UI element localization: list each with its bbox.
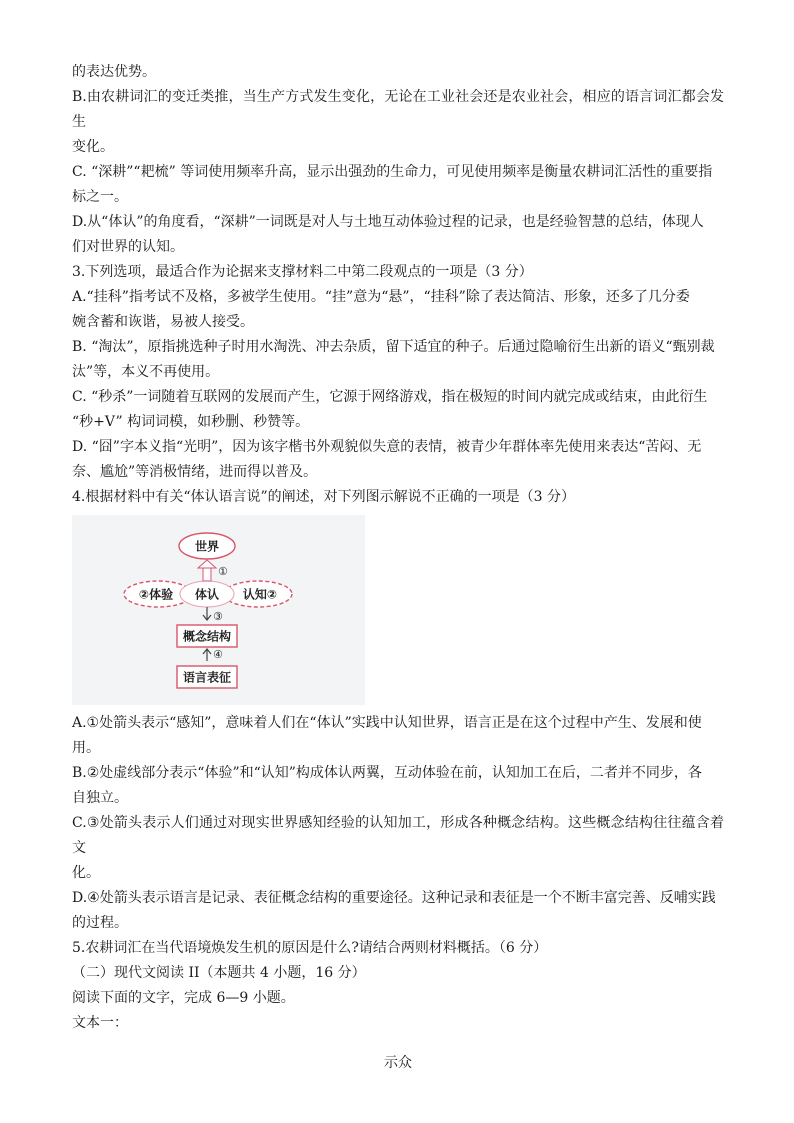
q4-option-d: D.④处箭头表示语言是记录、表征概念结构的重要途径。这种记录和表征是一个不断丰富完善、反哺实践 <box>72 890 716 906</box>
tiyan-label: ②体验 <box>138 587 174 602</box>
text-line: 标之一。 <box>72 189 128 205</box>
language-label: 语言表征 <box>182 670 232 685</box>
diagram-svg <box>72 515 365 705</box>
text-line: 的表达优势。 <box>72 64 156 80</box>
text-line: 们对世界的认知。 <box>72 239 184 255</box>
document-page <box>72 60 724 1076</box>
q3-option-d: D. “囧”字本义指“光明”，因为该字楷书外观貌似失意的表情，被青少年群体率先使用来表达“苦闷、无 <box>72 439 702 455</box>
question-5: 5.农耕词汇在当代语境焕发生机的原因是什么?请结合两则材料概括。（6 分） <box>72 940 548 956</box>
text-line: 化。 <box>72 865 100 881</box>
q4-option-b: B.②处虚线部分表示“体验”和“认知”构成体认两翼，互动体验在前，认知加工在后，二者并不同步，各 <box>72 765 702 781</box>
text-line: 自独立。 <box>72 790 128 806</box>
text-line: 的过程。 <box>72 915 128 931</box>
instruction-line: 阅读下面的文字，完成 6—9 小题。 <box>72 990 295 1006</box>
text-line: 汰”等，本义不再使用。 <box>72 364 220 380</box>
text-line: 用。 <box>72 740 100 756</box>
option-c-line: C. “深耕”“耙梳” 等词使用频率升高，显示出强劲的生命力，可见使用频率是衡量农耕词汇活性的重要指 <box>72 164 713 180</box>
text-line: 奈、尴尬”等消极情绪，进而得以普及。 <box>72 464 318 480</box>
q3-option-a: A.“挂科”指考试不及格，多被学生使用。“挂”意为“悬”，“挂科”除了表达简洁、形象，还多了几分委 <box>72 289 690 305</box>
option-d-line: D.从“体认”的角度看，“深耕”一词既是对人与土地互动体验过程的记录，也是经验智慧的总结，体现人 <box>72 214 704 230</box>
passage-title: 示众 <box>384 1055 412 1071</box>
concept-label: 概念结构 <box>182 629 232 644</box>
world-label: 世界 <box>194 539 220 554</box>
option-b-line: B.由农耕词汇的变迁类推，当生产方式发生变化，无论在工业社会还是农业社会，相应的语言词汇都会发生 <box>72 89 724 130</box>
q4-option-c: C.③处箭头表示人们通过对现实世界感知经验的认知加工，形成各种概念结构。这些概念结构往往蕴含着文 <box>72 815 724 856</box>
text-line: 婉含蓄和诙谐，易被人接受。 <box>72 314 254 330</box>
q3-option-c: C. “秒杀”一词随着互联网的发展而产生，它源于网络游戏，指在极短的时间内就完成或结束，由此衍生 <box>72 389 708 405</box>
text-line: “秒+V” 构词词模，如秒删、秒赞等。 <box>72 414 310 430</box>
question-3: 3.下列选项，最适合作为论据来支撑材料二中第二段观点的一项是（3 分） <box>72 264 533 280</box>
tiren-label: 体认 <box>194 587 220 602</box>
question-4: 4.根据材料中有关“体认语言说”的阐述，对下列图示解说不正确的一项是（3 分） <box>72 489 576 505</box>
mark-4: ④ <box>213 648 223 661</box>
arrow-3-icon <box>203 607 211 620</box>
arrow-4-icon <box>203 649 211 661</box>
arrow-1-icon <box>198 560 216 581</box>
mark-1: ① <box>218 565 228 578</box>
renzhi-label: 认知② <box>242 587 278 602</box>
q3-option-b: B. “淘汰”，原指挑选种子时用水淘洗、冲去杂质，留下适宜的种子。后通过隐喻衍生出新的语义“甄别裁 <box>72 339 715 355</box>
text-one-label: 文本一： <box>72 1015 128 1031</box>
mark-3: ③ <box>213 610 223 623</box>
section-heading: （二）现代文阅读 II（本题共 4 小题，16 分） <box>72 965 366 981</box>
tiren-diagram <box>72 515 365 705</box>
q4-option-a: A.①处箭头表示“感知”，意味着人们在“体认”实践中认知世界，语言正是在这个过程中产生、发展和使 <box>72 715 702 731</box>
text-line: 变化。 <box>72 139 114 155</box>
